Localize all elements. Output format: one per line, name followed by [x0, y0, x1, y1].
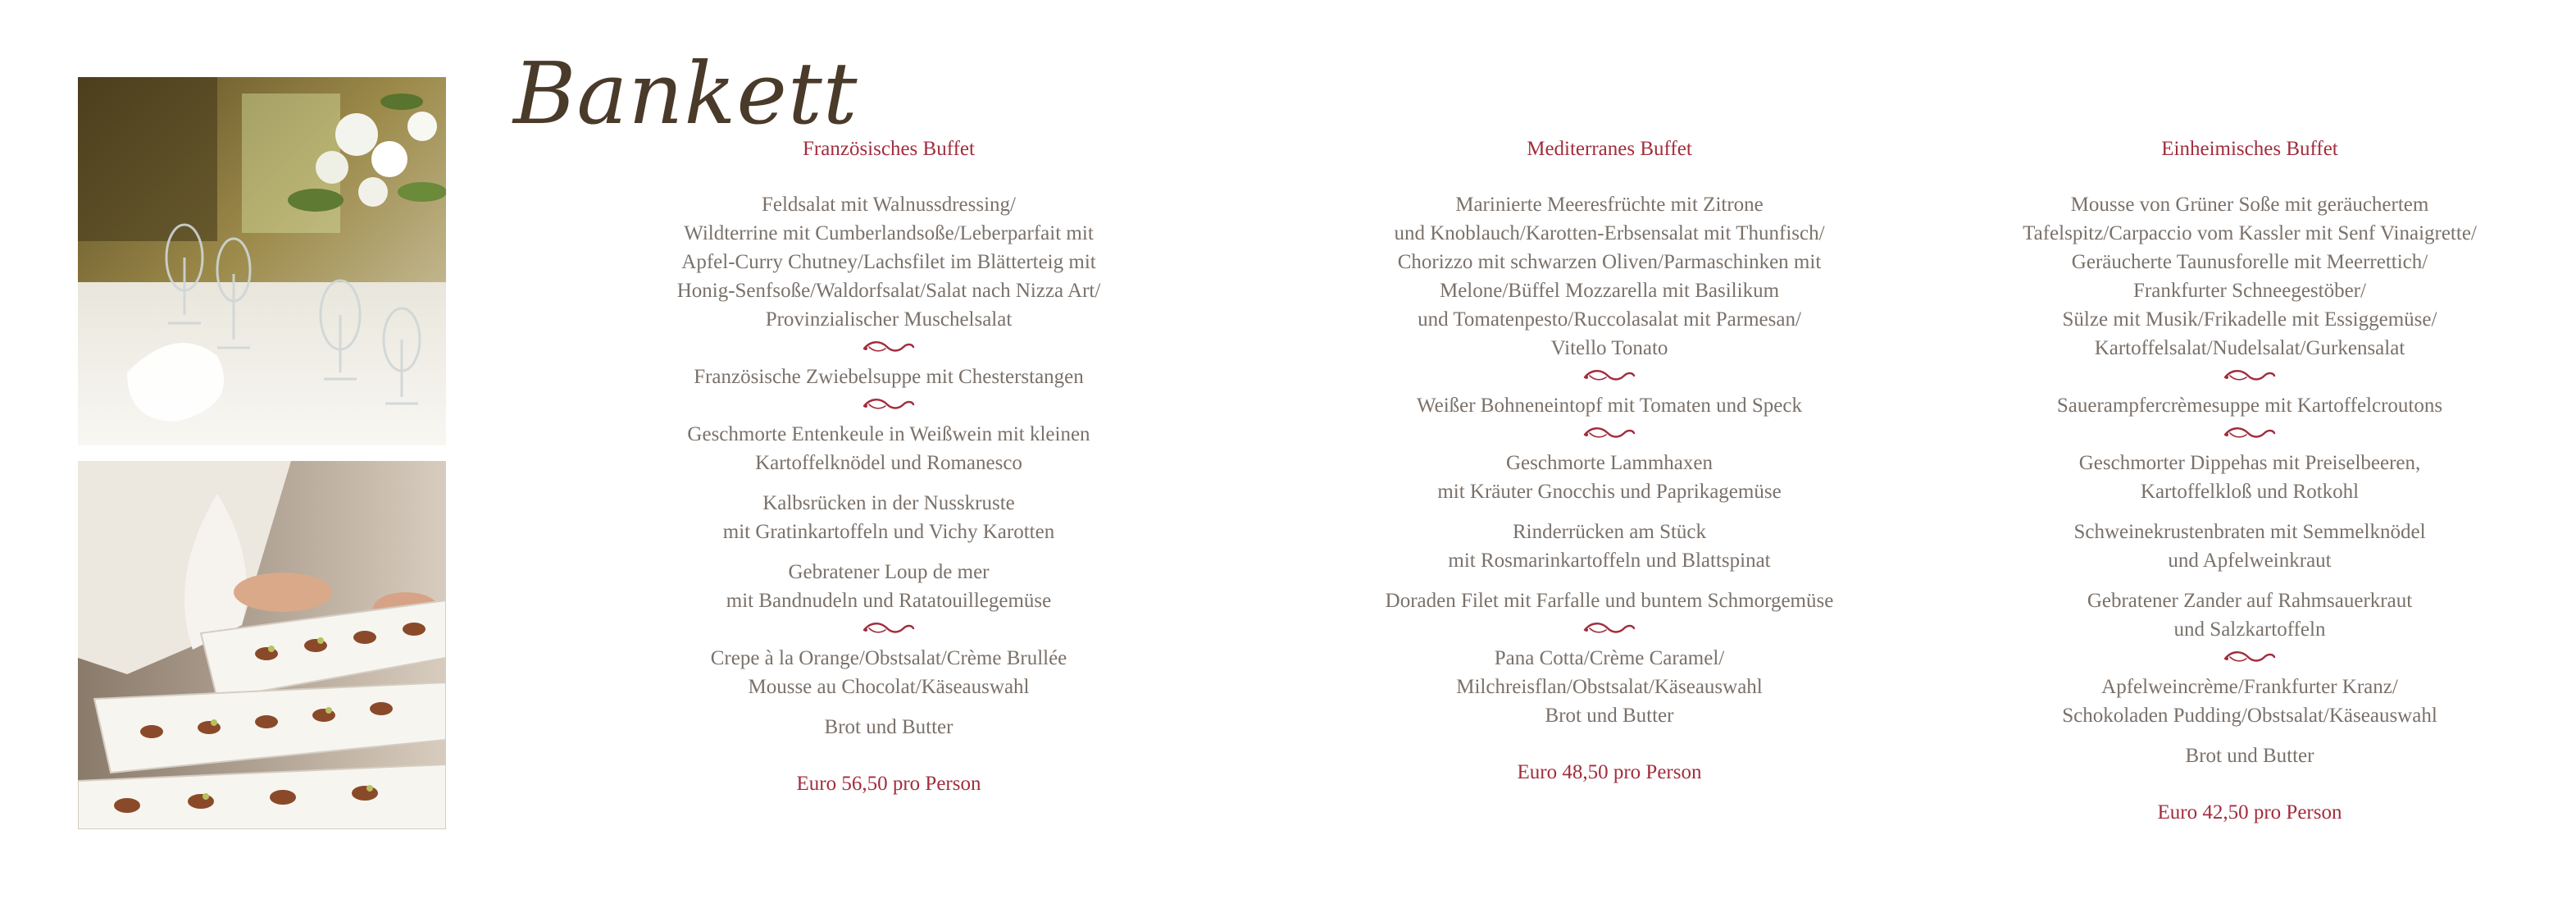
menu-line: Pana Cotta/Crème Caramel/: [1494, 647, 1725, 669]
flourish-ornament-icon: [1314, 615, 1905, 644]
menu-line: und Salzkartoffeln: [2173, 618, 2326, 641]
menu-line: Mousse au Chocolat/Käseauswahl: [748, 676, 1030, 698]
buffet-price: Euro 48,50 pro Person: [1517, 761, 1702, 783]
menu-line: Brot und Butter: [1545, 705, 1674, 727]
flourish-ornament-icon: [1955, 363, 2545, 391]
menu-line: Feldsalat mit Walnussdressing/: [761, 194, 1016, 216]
menu-line: Milchreisflan/Obstsalat/Käseauswahl: [1456, 676, 1763, 698]
menu-line: Gebratener Loup de mer: [788, 561, 990, 583]
course-group: [1314, 391, 1905, 420]
buffet-column-franzoesisch: [594, 135, 1184, 798]
course-group: [594, 644, 1184, 741]
flourish-ornament-icon: [1955, 644, 2545, 673]
menu-course: [1955, 586, 2545, 644]
menu-line: Kalbsrücken in der Nusskruste: [762, 492, 1015, 514]
menu-course: [1955, 741, 2545, 770]
menu-line: Gebratener Zander auf Rahmsauerkraut: [2087, 590, 2413, 612]
menu-course: [1955, 391, 2545, 420]
course-group: [1955, 449, 2545, 644]
menu-line: mit Gratinkartoffeln und Vichy Karotten: [722, 521, 1055, 543]
menu-course: [1955, 673, 2545, 730]
menu-line: Kartoffelsalat/Nudelsalat/Gurkensalat: [2094, 337, 2405, 359]
course-group: [1955, 391, 2545, 420]
buffet-heading: Einheimisches Buffet: [2161, 138, 2338, 160]
menu-line: Apfel-Curry Chutney/Lachsfilet im Blätterteig mit: [681, 251, 1096, 273]
menu-course: [594, 644, 1184, 701]
menu-course: [1314, 449, 1905, 506]
menu-line: mit Rosmarinkartoffeln und Blattspinat: [1448, 550, 1771, 572]
menu-line: und Knoblauch/Karotten-Erbsensalat mit Thunfisch/: [1394, 222, 1825, 244]
menu-line: Marinierte Meeresfrüchte mit Zitrone: [1455, 194, 1764, 216]
course-group: [594, 190, 1184, 334]
menu-course: [594, 713, 1184, 741]
menu-course: [594, 420, 1184, 477]
menu-line: Doraden Filet mit Farfalle und buntem Schmorgemüse: [1385, 590, 1834, 612]
menu-line: Schokoladen Pudding/Obstsalat/Käseauswahl: [2062, 705, 2437, 727]
menu-course: [1314, 190, 1905, 363]
menu-line: Frankfurter Schneegestöber/: [2133, 280, 2366, 302]
menu-line: Honig-Senfsoße/Waldorfsalat/Salat nach Nizza Art/: [676, 280, 1101, 302]
menu-course: [594, 363, 1184, 391]
menu-line: Chorizzo mit schwarzen Oliven/Parmaschinken mit: [1397, 251, 1822, 273]
menu-line: und Apfelweinkraut: [2168, 550, 2332, 572]
menu-line: Französische Zwiebelsuppe mit Chesterstangen: [694, 366, 1084, 388]
menu-line: Schweinekrustenbraten mit Semmelknödel: [2073, 521, 2426, 543]
menu-line: Tafelspitz/Carpaccio vom Kassler mit Senf Vinaigrette/: [2023, 222, 2477, 244]
menu-course: [1314, 518, 1905, 575]
menu-line: Melone/Büffel Mozzarella mit Basilikum: [1439, 280, 1780, 302]
menu-line: mit Kräuter Gnocchis und Paprikagemüse: [1437, 481, 1782, 503]
course-group: [1314, 449, 1905, 615]
course-group: [594, 363, 1184, 391]
buffet-price: Euro 42,50 pro Person: [2157, 801, 2342, 824]
menu-line: Wildterrine mit Cumberlandsoße/Leberparfait mit: [684, 222, 1094, 244]
menu-line: Rinderrücken am Stück: [1512, 521, 1707, 543]
menu-line: Brot und Butter: [824, 716, 953, 738]
chef-plating-photo: [78, 461, 446, 829]
buffet-column-mediterran: [1314, 135, 1905, 787]
buffet-price: Euro 56,50 pro Person: [796, 773, 981, 795]
menu-line: Geschmorter Dippehas mit Preiselbeeren,: [2078, 452, 2421, 474]
menu-line: Kartoffelkloß und Rotkohl: [2140, 481, 2360, 503]
flourish-ornament-icon: [1955, 420, 2545, 449]
menu-course: [594, 489, 1184, 546]
menu-course: [1314, 586, 1905, 615]
menu-line: Sauerampfercrèmesuppe mit Kartoffelcroutons: [2056, 395, 2443, 417]
course-group: [1955, 673, 2545, 770]
menu-line: mit Bandnudeln und Ratatouillegemüse: [726, 590, 1052, 612]
course-group: [594, 420, 1184, 615]
menu-course: [1955, 190, 2545, 363]
course-group: [1955, 190, 2545, 363]
menu-line: Sülze mit Musik/Frikadelle mit Essiggemüse/: [2062, 308, 2437, 331]
menu-course: [1314, 391, 1905, 420]
menu-course: [1314, 644, 1905, 730]
menu-line: Kartoffelknödel und Romanesco: [755, 452, 1022, 474]
menu-line: Vitello Tonato: [1550, 337, 1668, 359]
flourish-ornament-icon: [1314, 363, 1905, 391]
buffet-heading: Französisches Buffet: [803, 138, 975, 160]
menu-course: [1955, 449, 2545, 506]
menu-line: Mousse von Grüner Soße mit geräuchertem: [2070, 194, 2429, 216]
menu-line: Geschmorte Entenkeule in Weißwein mit kleinen: [687, 423, 1090, 445]
menu-line: Crepe à la Orange/Obstsalat/Crème Brullée: [710, 647, 1067, 669]
flourish-ornament-icon: [594, 334, 1184, 363]
menu-line: und Tomatenpesto/Ruccolasalat mit Parmesan/: [1418, 308, 1801, 331]
course-group: [1314, 644, 1905, 730]
menu-line: Geschmorte Lammhaxen: [1506, 452, 1713, 474]
table-setting-photo: [78, 77, 446, 445]
buffet-column-einheimisch: [1955, 135, 2545, 827]
buffet-heading: Mediterranes Buffet: [1527, 138, 1692, 160]
course-group: [1314, 190, 1905, 363]
flourish-ornament-icon: [594, 391, 1184, 420]
flourish-ornament-icon: [594, 615, 1184, 644]
menu-line: Provinzialischer Muschelsalat: [765, 308, 1013, 331]
flourish-ornament-icon: [1314, 420, 1905, 449]
menu-course: [1955, 518, 2545, 575]
menu-line: Weißer Bohneneintopf mit Tomaten und Speck: [1417, 395, 1802, 417]
menu-line: Brot und Butter: [2185, 745, 2314, 767]
menu-line: Apfelweincrème/Frankfurter Kranz/: [2101, 676, 2398, 698]
menu-course: [594, 558, 1184, 615]
page-title: Bankett: [513, 43, 858, 144]
menu-course: [594, 190, 1184, 334]
menu-line: Geräucherte Taunusforelle mit Meerrettich/: [2071, 251, 2428, 273]
